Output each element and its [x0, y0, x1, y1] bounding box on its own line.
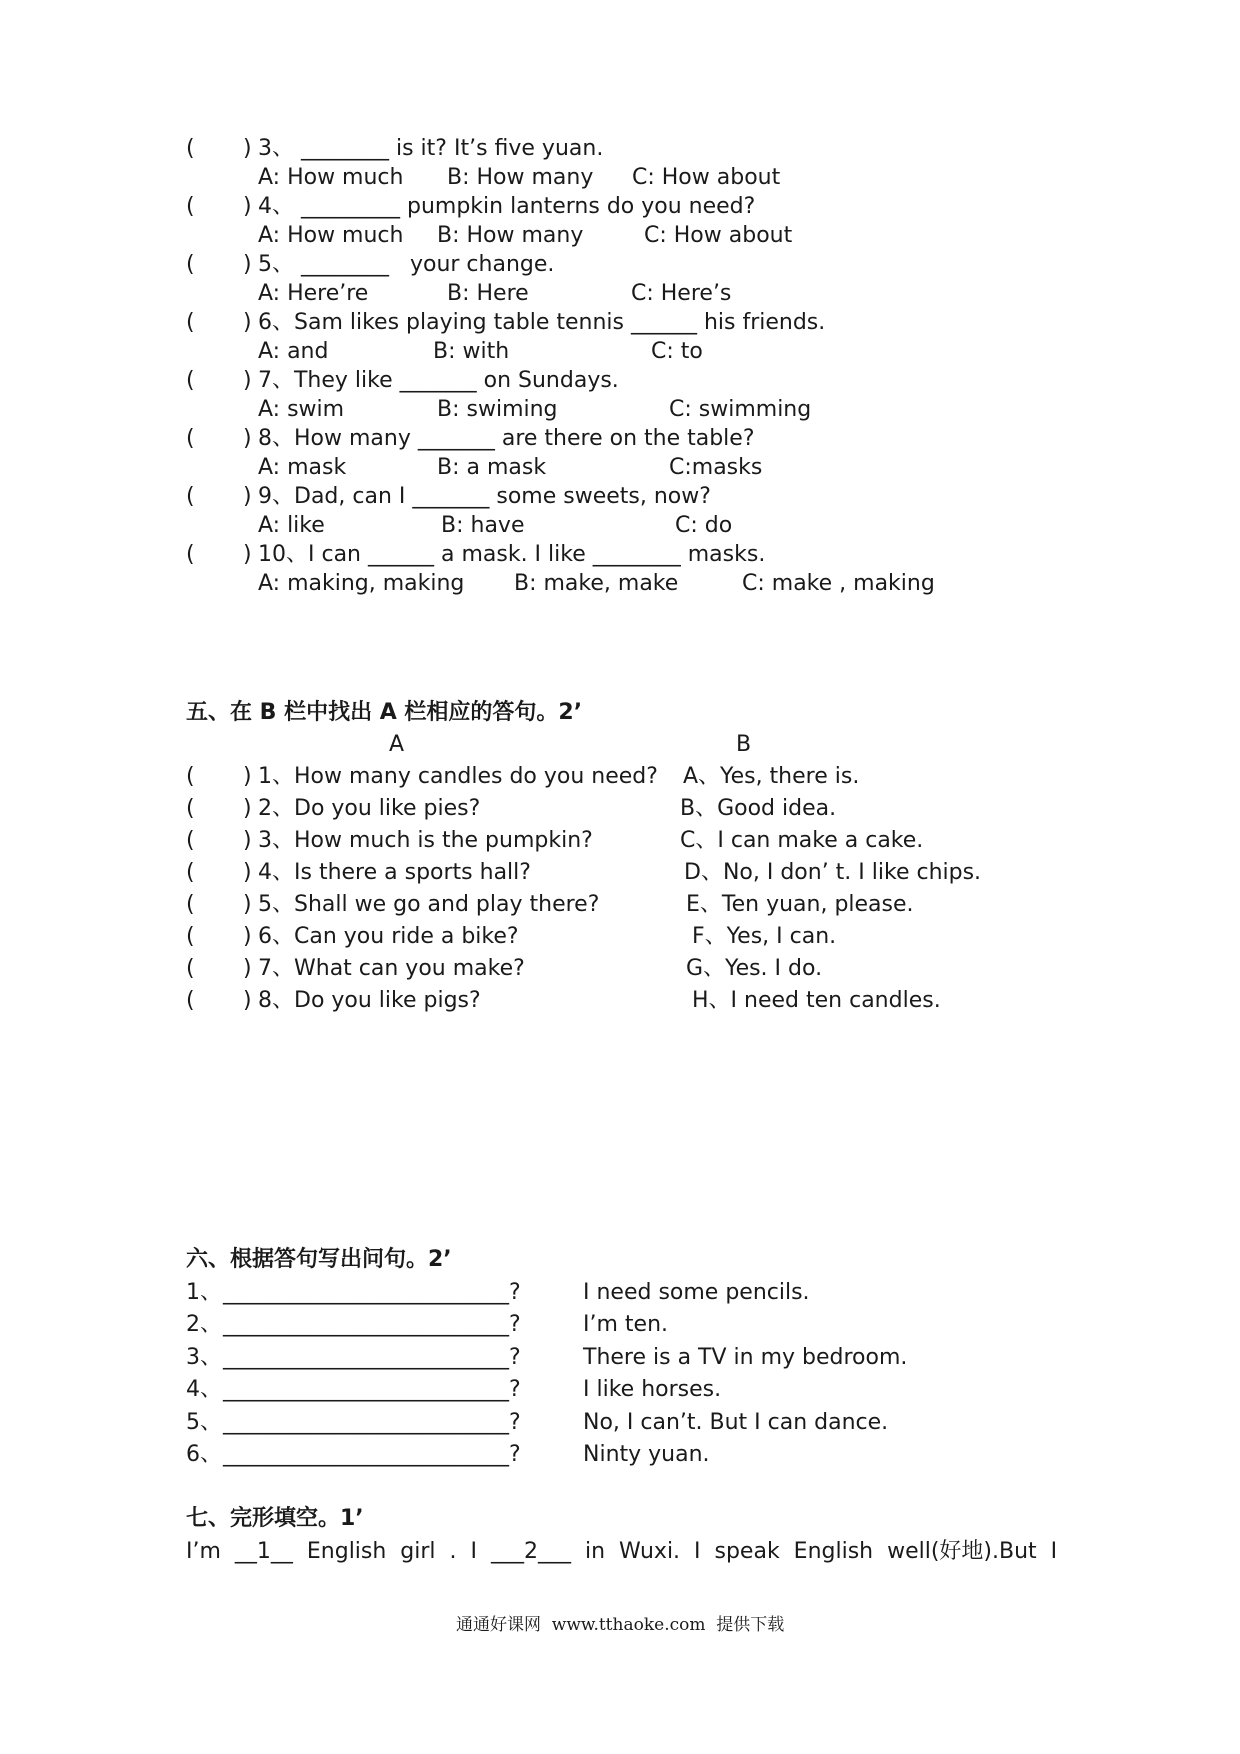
question-open-paren: ( [186, 542, 195, 567]
match-open-paren: ( [186, 924, 195, 949]
section-title: 七、完形填空。1’ [186, 1506, 364, 1531]
question-stem: 6、Sam likes playing table tennis ______ his friends. [258, 310, 826, 335]
option-c: C: How about [644, 223, 793, 248]
option-a: A: How much [258, 165, 404, 190]
match-answer: H、I need ten candles. [692, 988, 941, 1013]
option-b: B: have [441, 513, 525, 538]
row-number: 6、 [186, 1442, 222, 1467]
option-c: C:masks [669, 455, 763, 480]
match-open-paren: ( [186, 988, 195, 1013]
option-b: B: swiming [437, 397, 558, 422]
question-stem: 10、I can ______ a mask. I like ________ masks. [258, 542, 766, 567]
question-close-paren: ) [243, 368, 252, 393]
match-close-paren: ) [243, 764, 252, 789]
given-answer: Ninty yuan. [583, 1442, 710, 1467]
question-stem: 4、 _________ pumpkin lanterns do you need? [258, 194, 756, 219]
row-number: 3、 [186, 1344, 222, 1370]
question-open-paren: ( [186, 484, 195, 509]
match-open-paren: ( [186, 796, 195, 821]
match-answer: G、Yes. I do. [686, 956, 823, 981]
question-close-paren: ) [243, 310, 252, 335]
question-stem: 3、 ________ is it? It’s five yuan. [258, 136, 604, 161]
question-stem: 8、How many _______ are there on the table? [258, 426, 755, 451]
option-a: A: How much [258, 223, 404, 248]
answer-blank: __________________________? [223, 1312, 521, 1338]
match-close-paren: ) [243, 924, 252, 949]
question-open-paren: ( [186, 368, 195, 393]
given-answer: I’m ten. [583, 1312, 669, 1338]
match-question: 4、Is there a sports hall? [258, 860, 531, 885]
question-stem: 5、 ________ your change. [258, 252, 555, 277]
row-number: 2、 [186, 1312, 222, 1338]
question-close-paren: ) [243, 194, 252, 219]
section-title: 六、根据答句写出问句。2’ [186, 1247, 452, 1272]
row-number: 5、 [186, 1409, 222, 1435]
match-answer: B、Good idea. [680, 796, 837, 821]
answer-blank: __________________________? [223, 1344, 521, 1370]
section-title: 五、在 B 栏中找出 A 栏相应的答句。2’ [186, 700, 583, 725]
match-open-paren: ( [186, 892, 195, 917]
answer-blank: __________________________? [223, 1280, 521, 1305]
option-a: A: swim [258, 397, 345, 422]
question-close-paren: ) [243, 426, 252, 451]
cloze-text: I’m __1__ English girl . I ___2___ in Wuxi. I speak English well(好地).But I [186, 1539, 1058, 1564]
given-answer: I like horses. [583, 1377, 722, 1403]
answer-blank: __________________________? [223, 1409, 521, 1435]
match-close-paren: ) [243, 988, 252, 1013]
match-answer: F、Yes, I can. [692, 924, 837, 949]
match-close-paren: ) [243, 956, 252, 981]
row-number: 4、 [186, 1377, 222, 1403]
question-open-paren: ( [186, 252, 195, 277]
question-open-paren: ( [186, 426, 195, 451]
option-b: B: a mask [437, 455, 547, 480]
option-b: B: Here [447, 281, 529, 306]
column-header-b: B [736, 732, 752, 757]
option-b: B: How many [437, 223, 584, 248]
question-stem: 7、They like _______ on Sundays. [258, 368, 619, 393]
match-open-paren: ( [186, 860, 195, 885]
given-answer: There is a TV in my bedroom. [583, 1344, 908, 1370]
match-answer: A、Yes, there is. [683, 764, 860, 789]
option-b: B: with [433, 339, 510, 364]
match-close-paren: ) [243, 892, 252, 917]
match-question: 1、How many candles do you need? [258, 764, 658, 789]
question-open-paren: ( [186, 136, 195, 161]
match-answer: E、Ten yuan, please. [686, 892, 914, 917]
match-close-paren: ) [243, 796, 252, 821]
match-open-paren: ( [186, 828, 195, 853]
option-a: A: mask [258, 455, 347, 480]
match-open-paren: ( [186, 764, 195, 789]
question-close-paren: ) [243, 484, 252, 509]
option-c: C: to [651, 339, 703, 364]
match-question: 3、How much is the pumpkin? [258, 828, 593, 853]
question-close-paren: ) [243, 252, 252, 277]
given-answer: I need some pencils. [583, 1280, 810, 1305]
match-question: 6、Can you ride a bike? [258, 924, 519, 949]
option-a: A: making, making [258, 571, 465, 596]
question-open-paren: ( [186, 310, 195, 335]
option-c: C: make , making [742, 571, 935, 596]
question-close-paren: ) [243, 542, 252, 567]
answer-blank: __________________________? [223, 1377, 521, 1403]
match-question: 2、Do you like pies? [258, 796, 481, 821]
option-b: B: How many [447, 165, 594, 190]
match-question: 7、What can you make? [258, 956, 525, 981]
match-question: 5、Shall we go and play there? [258, 892, 600, 917]
match-close-paren: ) [243, 828, 252, 853]
footer-text: 通通好课网 www.tthaoke.com 提供下载 [456, 1615, 785, 1635]
match-answer: D、No, I don’ t. I like chips. [684, 860, 982, 885]
match-close-paren: ) [243, 860, 252, 885]
answer-blank: __________________________? [223, 1442, 521, 1467]
row-number: 1、 [186, 1280, 222, 1305]
option-a: A: Here’re [258, 281, 369, 306]
option-c: C: How about [632, 165, 781, 190]
match-answer: C、I can make a cake. [680, 828, 924, 853]
match-open-paren: ( [186, 956, 195, 981]
option-b: B: make, make [514, 571, 679, 596]
given-answer: No, I can’t. But I can dance. [583, 1409, 889, 1435]
question-open-paren: ( [186, 194, 195, 219]
option-c: C: do [675, 513, 733, 538]
column-header-a: A [389, 732, 405, 757]
question-close-paren: ) [243, 136, 252, 161]
option-a: A: like [258, 513, 325, 538]
option-a: A: and [258, 339, 329, 364]
match-question: 8、Do you like pigs? [258, 988, 481, 1013]
option-c: C: Here’s [631, 281, 732, 306]
question-stem: 9、Dad, can I _______ some sweets, now? [258, 484, 711, 509]
option-c: C: swimming [669, 397, 812, 422]
